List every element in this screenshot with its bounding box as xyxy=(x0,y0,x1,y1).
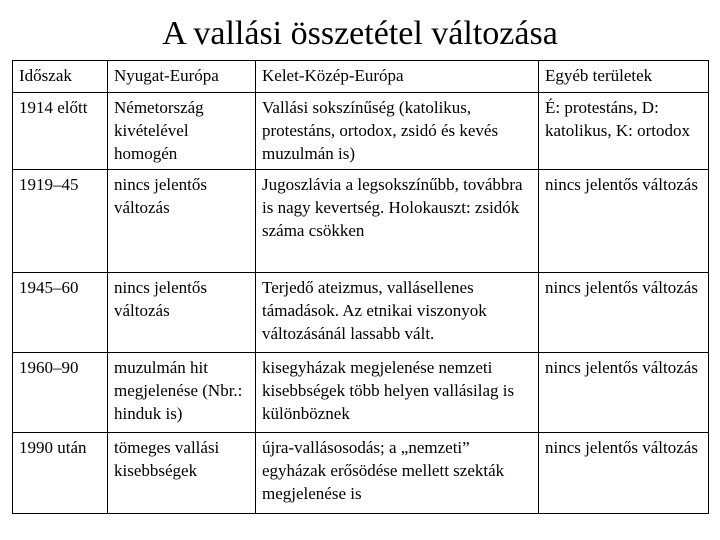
cell-east-central-europe: kisegyházak megjelenése nemzeti kisebbségek több helyen vallásilag is különböznek xyxy=(256,353,539,433)
cell-other-areas: nincs jelentős változás xyxy=(539,170,709,273)
cell-other-areas: nincs jelentős változás xyxy=(539,273,709,353)
table-row xyxy=(13,433,709,514)
cell-western-europe: nincs jelentős változás xyxy=(108,273,256,353)
cell-western-europe: muzulmán hit megjelenése (Nbr.: hinduk is) xyxy=(108,353,256,433)
cell-east-central-europe: Vallási sokszínűség (katolikus, protestáns, ortodox, zsidó és kevés muzulmán is) xyxy=(256,93,539,170)
cell-east-central-europe: újra-vallásosodás; a „nemzeti” egyházak erősödése mellett szekták megjelenése is xyxy=(256,433,539,514)
cell-other-areas: nincs jelentős változás xyxy=(539,353,709,433)
table-row xyxy=(13,273,709,353)
cell-western-europe: Németország kivételével homogén xyxy=(108,93,256,170)
table-header-row xyxy=(13,61,709,93)
table-row xyxy=(13,93,709,170)
header-other-areas: Egyéb területek xyxy=(539,61,709,93)
page-title: A vallási összetétel változása xyxy=(162,15,558,52)
cell-period: 1990 után xyxy=(13,433,108,514)
table-row xyxy=(13,170,709,273)
cell-western-europe: nincs jelentős változás xyxy=(108,170,256,273)
cell-other-areas: nincs jelentős változás xyxy=(539,433,709,514)
header-east-central-europe: Kelet-Közép-Európa xyxy=(256,61,539,93)
cell-period: 1945–60 xyxy=(13,273,108,353)
cell-period: 1960–90 xyxy=(13,353,108,433)
header-period: Időszak xyxy=(13,61,108,93)
cell-period: 1919–45 xyxy=(13,170,108,273)
cell-east-central-europe: Jugoszlávia a legsokszínűbb, továbbra is nagy kevertség. Holokauszt: zsidók száma csökken xyxy=(256,170,539,273)
cell-east-central-europe: Terjedő ateizmus, vallásellenes támadások. Az etnikai viszonyok változásánál lassabb vált. xyxy=(256,273,539,353)
religion-table xyxy=(12,60,709,514)
cell-western-europe: tömeges vallási kisebbségek xyxy=(108,433,256,514)
table-row xyxy=(13,353,709,433)
header-western-europe: Nyugat-Európa xyxy=(108,61,256,93)
cell-other-areas: É: protestáns, D: katolikus, K: ortodox xyxy=(539,93,709,170)
cell-period: 1914 előtt xyxy=(13,93,108,170)
